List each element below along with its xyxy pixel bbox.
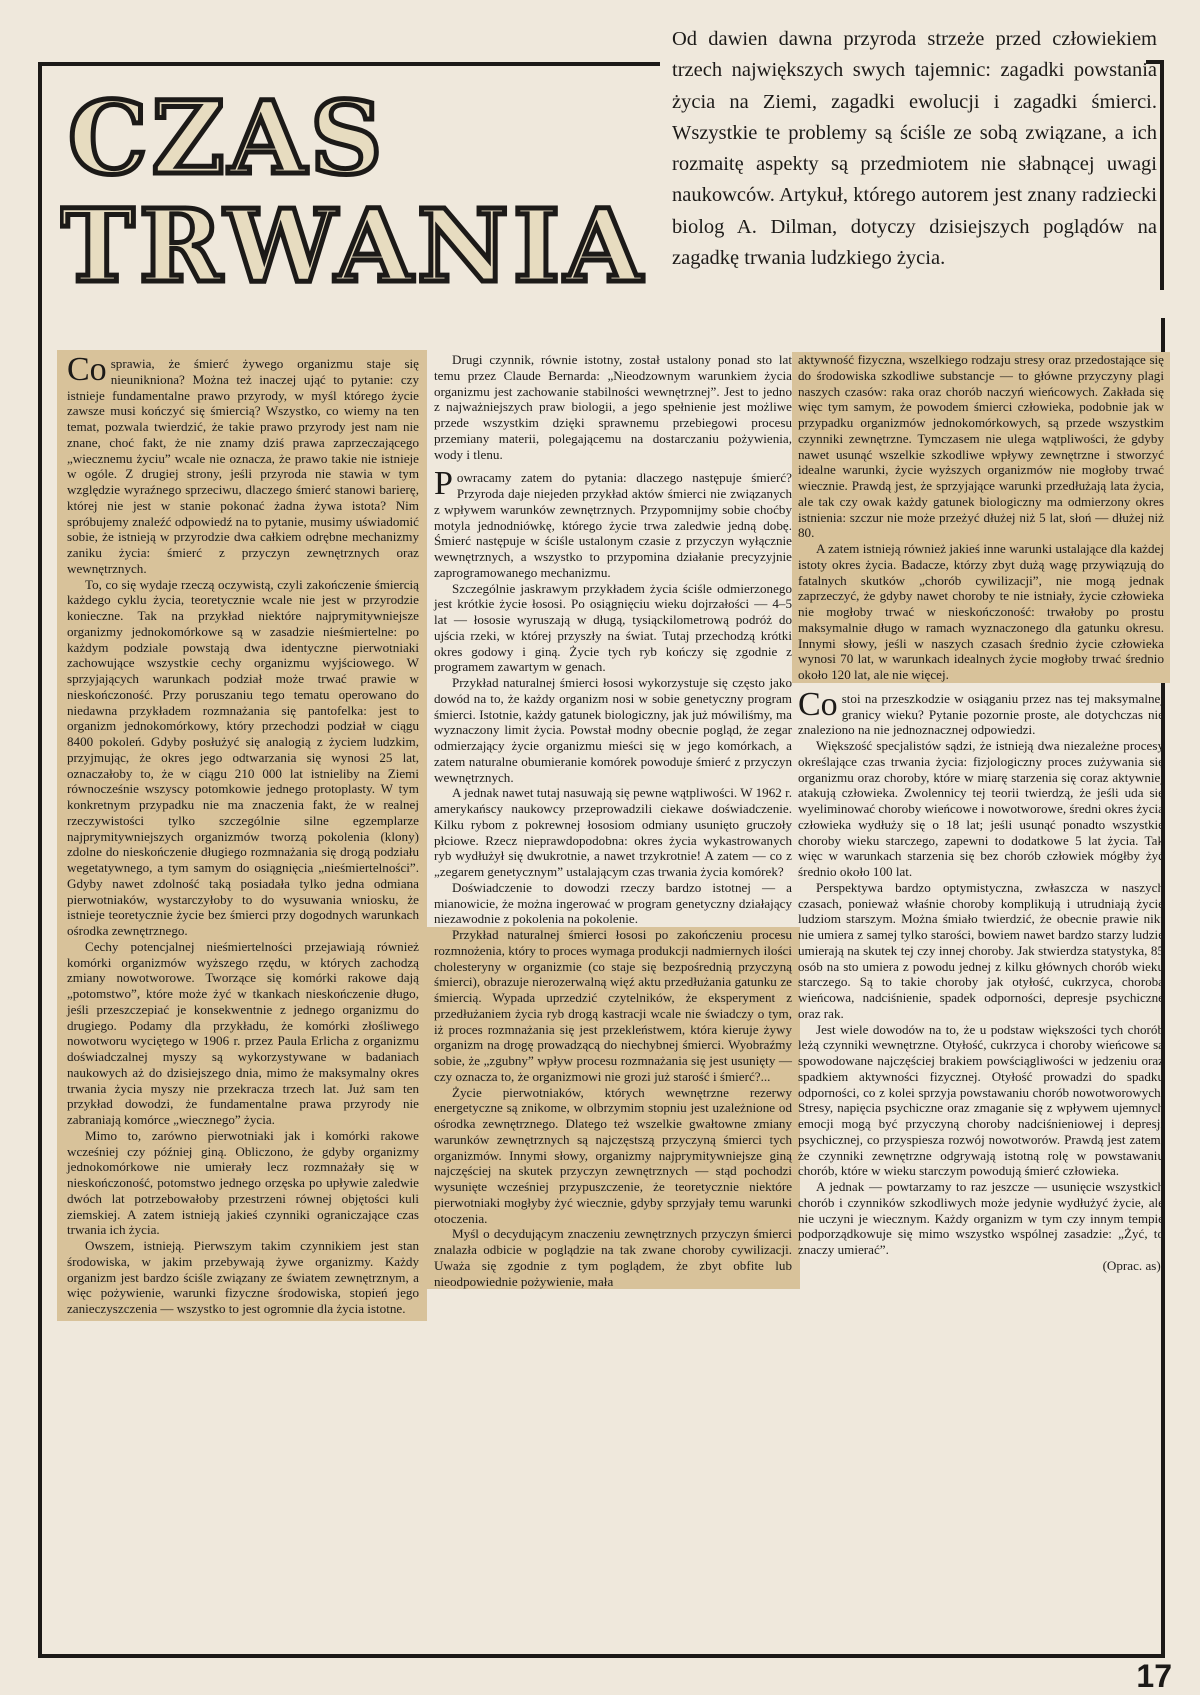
drop-cap: Co xyxy=(798,685,838,723)
frame-top xyxy=(38,62,660,66)
paragraph: aktywność fizyczna, wszelkiego rodzaju stresy oraz przedostające się do środowiska szkodliwe substancje — to główne przyczyny plagi naszych czasów: raka oraz chorób naczyń wieńcowych. Zakłada się więc tym samym, że powodem śmierci człowieka, podobnie jak w przypadku organizmów jednokomórkowych, są przede wszystkim czynniki zewnętrzne. Tymczasem nie ulega wątpliwości, że gdyby nawet usunąć wszelkie szkodliwe wpływy zewnętrzne i stworzyć idealne warunki, życie wyższych organizmów nie mogłoby trwać wiecznie. Prawdą jest, że sprzyjające warunki przedłużają lata życia, ale tak czy owak każdy gatunek biologiczny ma odmierzony okres istnienia: szczur nie może przeżyć dłużej niż 5 lat, słoń — dłużej niż 80. xyxy=(798,352,1164,541)
paragraph: A zatem istnieją również jakieś inne warunki ustalające dla każdej istoty okres życia. Badacze, którzy zbyt dużą wagę przywiązują do fatalnych skutków „chorób cywilizacji”, nie mogą jednak zaprzeczyć, że gdyby nawet choroby te nie istniały, życie człowieka nie mogłoby trwać w nieskończoność: trwałoby po prostu maksymalnie długo w ramach wyznaczonego dla gatunku okresu. Innymi słowy, jeśli w naszych czasach średnio życie człowieka wynosi 70 lat, w warunkach idealnych życie mogłoby trwać średnio około 120 lat, ale nie więcej. xyxy=(798,541,1164,682)
paragraph: A jednak — powtarzamy to raz jeszcze — usunięcie wszystkich chorób i czynników szkodliwych może jedynie wydłużyć życie, ale nie uczyni je wiecznym. Każdy organizm w tym czy innym tempie podporządkowuje się mimo wszystko wspólnej zasadzie: „Żyć, to znaczy umierać”. xyxy=(798,1179,1164,1257)
frame-right-top xyxy=(1160,60,1164,290)
drop-cap: Co xyxy=(67,351,107,388)
paragraph: Myśl o decydującym znaczeniu zewnętrznych przyczyn śmierci znalazła odbicie w poglądzie na tak zwane choroby cywilizacji. Uważa się zgodnie z tym poglądem, że zbyt obfite lub nieodpowiednie pożywienie, mała xyxy=(434,1226,792,1289)
paragraph: To, co się wydaje rzeczą oczywistą, czyli zakończenie śmiercią każdego cyklu życia, teoretycznie wcale nie jest w przyrodzie konieczne. Tak na przykład niektóre najprymitywniejsze organizmy jednokomórkowe są w zasadzie nieśmiertelne: po każdym podziale powstają dwa identyczne pierwotniaki zachowujące wszystkie cechy organizmu wyjściowego. W sprzyjających warunkach podział może trwać prawie w nieskończoność. Przy poruszaniu tego tematu operowano do niedawna przykładem rozmnażania się pantofelka: jest to organizm jednokomórkowy, który przechodzi podział w ciągu 8400 pokoleń. Gdyby posłużyć się analogią z życiem ludzkim, przyjmując, że okres jego odtwarzania się wynosi 25 lat, oznaczałoby to, że w ciągu 210 000 lat istnieliby na Ziemi równocześnie wszyscy potomkowie jednego protoplasty. W tym konkretnym przypadku nie ma znaczenia fakt, że w realnej rzeczywistości tylko szczególnie silne egzemplarze najprymitywniejszych organizmów tworzą pokolenia (klony) zdolne do nieskończenie długiego rozmnażania się drogą podziału wegetatywnego, a tym samym do osiągnięcia „nieśmiertelności”. Gdyby nawet zdolność taką posiadała tylko jedna odmiana pierwotniaków, wystarczyłoby to do wysuwania wniosku, że istnieje teoretycznie życie bez śmierci przy dogodnych warunkach ośrodka zewnętrznego. xyxy=(67,576,419,938)
paragraph: Mimo to, zarówno pierwotniaki jak i komórki rakowe wcześniej czy później giną. Obliczono, że gdyby organizmy jednokomórkowe nie umierały lecz rozmnażały się w nieskończoność, potomstwo jednego orzęska po upływie zaledwie dwóch lat potrzebowałoby przestrzeni równej objętości kuli ziemskiej. A zatem istnieją jakieś czynniki ograniczające czas trwania ich życia. xyxy=(67,1127,419,1238)
paragraph: Powracamy zatem do pytania: dlaczego następuje śmierć? Przyroda daje niejeden przykład aktów śmierci nie związanych z wpływem warunków zewnętrznych. Przypomnijmy sobie choćby motyla jednodniówkę, którego życie trwa zaledwie jedną dobę. Śmierć następuje w ściśle ustalonym czasie z przyczyn wyłącznie wewnętrznych, a wszystko to przypomina działanie precyzyjnie zaprogramowanego mechanizmu. xyxy=(434,465,792,580)
paragraph: Życie pierwotniaków, których wewnętrzne rezerwy energetyczne są znikome, w olbrzymim stopniu jest uzależnione od ośrodka zewnętrznego. Dlatego też wszelkie gwałtowne zmiany warunków zewnętrznych są najczęstszą przyczyną śmierci tych organizmów. Innymi słowy, organizmy najprymitywniejsze giną najczęściej na skutek przyczyn zewnętrznych — stąd pochodzi wysunięte wcześniej przypuszczenie, że teoretycznie niektóre pierwotniaki mogłyby żyć wiecznie, gdyby sprzyjały temu warunki otoczenia. xyxy=(434,1084,792,1226)
column-2 xyxy=(434,352,792,1289)
frame-left xyxy=(38,62,42,1658)
paragraph: Co stoi na przeszkodzie w osiąganiu przez nas tej maksymalnej granicy wieku? Pytanie pozornie proste, ale dotychczas nie znaleziono na nie jednoznacznej odpowiedzi. xyxy=(798,685,1164,738)
drop-cap: P xyxy=(434,465,453,503)
paragraph: Drugi czynnik, równie istotny, został ustalony ponad sto lat temu przez Claude Bernarda: „Nieodzownym warunkiem życia organizmu jest zachowanie stabilności wewnętrznej”. Jest to jedno z najważniejszych praw biologii, a jego spełnienie jest możliwe przede wszystkim dzięki sprawnemu przebiegowi procesu przemiany materii, polegającemu na dostarczaniu pożywienia, wody i tlenu. xyxy=(434,352,792,462)
paragraph: Większość specjalistów sądzi, że istnieją dwa niezależne procesy określające czas trwania życia: fizjologiczny proces zużywania się organizmu oraz choroby, które w miarę starzenia się coraz aktywniej atakują człowieka. Zwolennicy tej teorii twierdzą, że jeśli uda się wyeliminować choroby wieńcowe i nowotworowe, średni okres życia człowieka wydłuży się o 18 lat; jeśli usunąć ponadto wszystkie choroby wieku starczego, zapewni to dodatkowe 5 lat życia. Tak więc w warunkach starzenia się bez chorób człowiek mógłby żyć średnio około 100 lat. xyxy=(798,738,1164,879)
paragraph: Przykład naturalnej śmierci łososi wykorzystuje się często jako dowód na to, że każdy organizm nosi w sobie genetyczny program śmierci. Istotnie, każdy gatunek biologiczny, jak już mówiliśmy, ma wyznaczony limit życia. Powstał modny obecnie pogląd, że zegar odmierzający życie organizmu mieści się w jego komórkach, a zatem naturalne obumieranie komórek powoduje śmierć z przyczyn wewnętrznych. xyxy=(434,675,792,785)
paragraph: Cechy potencjalnej nieśmiertelności przejawiają również komórki organizmów wyższego rzędu, w których zachodzą zmiany nowotworowe. Tworzące się komórki rakowe dają „potomstwo”, które może żyć w tkankach nieskończenie długo, jeśli przeszczepiać je konsekwentnie z jednego organizmu do drugiego. Podamy dla przykładu, że komórki złośliwego nowotworu wyciętego w 1906 r. przez Paula Erlicha z organizmu doświadczalnej myszy są wykorzystywane w badaniach naukowych aż do dzisiejszego dnia, mimo że maksymalny okres trwania życia myszy nie przekracza trzech lat. Już sam ten przykład dowodzi, że fundamentalne prawa przyrody nie zabraniają komórce „wiecznego” życia. xyxy=(67,938,419,1127)
paragraph: Perspektywa bardzo optymistyczna, zwłaszcza w naszych czasach, ponieważ właśnie choroby komplikują i utrudniają życie ludziom starszym. Można śmiało twierdzić, że obecnie prawie nikt nie umiera z samej tylko starości, bowiem nawet bardzo starzy ludzie umierają na skutek tej czy innej choroby. Jak stwierdza statystyka, 85 osób na sto umiera z powodu jednej z kilku głównych chorób wieku starczego. Są to takie choroby jak otyłość, cukrzyca, choroba wieńcowa, nadciśnienie, spadek odporności, depresje psychiczne oraz rak. xyxy=(798,879,1164,1021)
title-line-2: TRWANIA xyxy=(60,187,640,295)
article-title xyxy=(60,85,660,295)
author-signature: (Oprac. as). xyxy=(1102,1257,1164,1273)
paragraph: A jednak nawet tutaj nasuwają się pewne wątpliwości. W 1962 r. amerykańscy naukowcy przeprowadzili ciekawe doświadczenie. Kilku rybom z pokrewnej łososiom odmiany usunięto gruczoły płciowe. Rzecz nieprawdopodobna: okres życia wykastrowanych ryb wydłużył się dwukrotnie, a nawet trzykrotnie! A zatem — co z „zegarem genetycznym” ustalającym czas trwania życia komórek? xyxy=(434,785,792,879)
paragraph: Owszem, istnieją. Pierwszym takim czynnikiem jest stan środowiska, w jakim przebywają żywe organizmy. Każdy organizm jest bardzo ściśle związany ze światem zewnętrznym, a więc pożywienie, warunki fizyczne środowiska, stopień jego zanieczyszczenia — wszystko to jest ogromnie dla życia istotne. xyxy=(67,1238,419,1316)
title-line-1: CZAS xyxy=(68,85,387,197)
frame-bottom xyxy=(38,1654,1165,1658)
article-intro: Od dawien dawna przyroda strzeże przed człowiekiem trzech największych swych tajemnic: zagadki powstania życia na Ziemi, zagadki ewolucji i zagadki śmierci. Wszystkie te problemy są ściśle ze sobą związane, a ich rozmaitę aspekty są przedmiotem nie słabnącej uwagi naukowców. Artykuł, którego autorem jest znany radziecki biolog A. Dilman, dotyczy dzisiejszych poglądów na zagadkę trwania ludzkiego życia. xyxy=(672,28,1157,270)
shaded-block xyxy=(426,927,800,1289)
paragraph: Co sprawia, że śmierć żywego organizmu staje się nieunikniona? Można też inaczej ująć to pytanie: czy istnieje fundamentalne prawo przyrody, w myśl którego życie zawsze musi kończyć się śmiercią? Wszystko, co wiemy na ten temat, pozwala twierdzić, że takie prawo przyrody jest nam nie znane, choć fakt, że nie znamy dziś prawa zaprzeczającego „wiecznemu życiu” wcale nie oznacza, że prawo takie nie istnieje w ogóle. Z drugiej strony, jeśli przyroda nie stawia w tym względzie wyraźnego sprzeciwu, dlaczego śmierć stanowi barierę, której nie jest w stanie pokonać żadna żywa istota? Nim spróbujemy znaleźć odpowiedź na to pytanie, musimy uświadomić sobie, że istnieją w przyrodzie dwa całkiem odrębne mechanizmy zaniku życia: śmierć z przyczyn zewnętrznych oraz wewnętrznych. xyxy=(67,351,419,576)
column-3 xyxy=(792,352,1170,1274)
paragraph: Szczególnie jaskrawym przykładem życia ściśle odmierzonego jest krótkie życie łososi. Po osiągnięciu wieku dojrzałości — 4–5 lat — łososie wyruszają w długą, tysiąckilometrową podróż do ujścia rzeki, w której przyszły na świat. Tutaj przechodzą krótki okres godowy i giną. Życie tych ryb kończy się zgodnie z programem zawartym w genach. xyxy=(434,580,792,675)
paragraph: Jest wiele dowodów na to, że u podstaw większości tych chorób leżą czynniki wewnętrzne. Otyłość, cukrzyca i choroby wieńcowe są spowodowane najczęściej brakiem powściągliwości w jedzeniu oraz spadkiem aktywności fizycznej. Otyłość prowadzi do spadku odporności, co z kolei sprzyja powstawaniu chorób nowotworowych. Stresy, napięcia psychiczne oraz zmaganie się z wpływem ujemnych emocji mogą być przyczyną choroby nadciśnieniowej i depresji psychicznej, co przyspiesza rozwój nowotworów. Prawdą jest zatem, że czynniki zewnętrzne odgrywają istotną rolę w powstawaniu chorób, które w wieku starczym powodują śmierć człowieka. xyxy=(798,1021,1164,1179)
paragraph: Doświadczenie to dowodzi rzeczy bardzo istotnej — a mianowicie, że można ingerować w program genetyczny działający niezawodnie z pokolenia na pokolenie. xyxy=(434,879,792,927)
page-number: 17 xyxy=(1136,1658,1172,1694)
shaded-block xyxy=(792,352,1170,683)
paragraph: Przykład naturalnej śmierci łososi po zakończeniu procesu rozmnożenia, który to proces wymaga produkcji nadmiernych ilości cholesteryny w organizmie (co staje się bezpośrednią przyczyną śmierci), obrazuje nierozerwalną więź aktu przedłużania gatunku ze śmiercią. Wypada uprzedzić czytelników, że eksperyment z przedłużaniem życia ryb drogą kastracji wcale nie świadczy o tym, iż proces rozmnażania się jest przekleństwem, która kieruje żywy organizm na drogę prowadzącą do niechybnej śmierci. Wyobraźmy sobie, że „zgubny” wpływ procesu rozmnażania się jest usunięty — czy oznacza to, że organizmowi nie grozi już starość i śmierć?... xyxy=(434,927,792,1084)
column-1 xyxy=(57,350,427,1321)
